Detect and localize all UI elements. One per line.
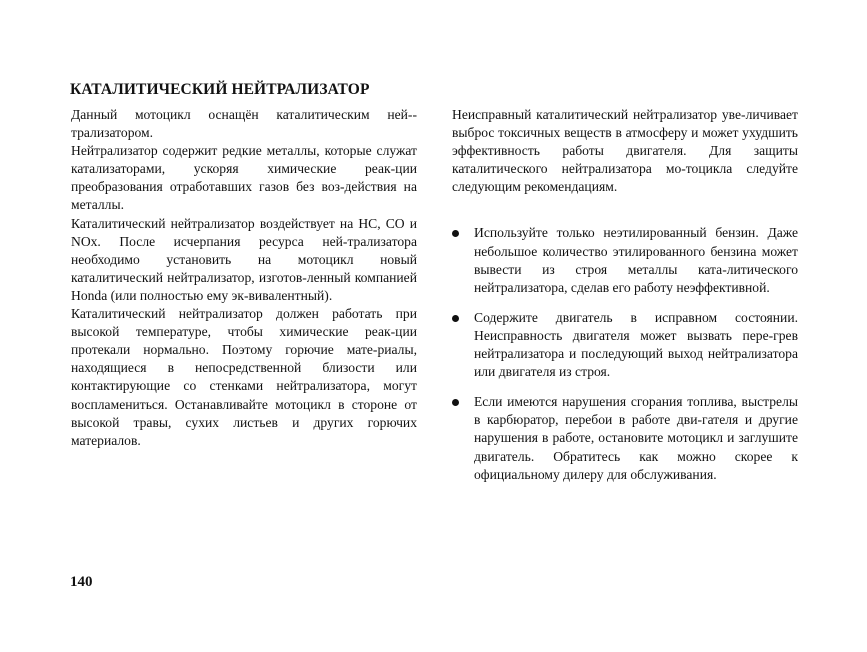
list-item (452, 309, 798, 381)
page-number: 140 (70, 574, 93, 590)
list-item (452, 224, 798, 296)
recommendations-list (452, 224, 798, 483)
paragraph-malfunction: Неисправный каталитический нейтрализатор уве-личивает выброс токсичных веществ в атмосферу и может ухудшить эффективность работы двигателя. Для защиты каталитического нейтрализатора мо-тоцикла следуйте следующим рекомендациям. (452, 107, 798, 195)
list-item (452, 393, 798, 483)
bullet-icon (452, 315, 459, 322)
bullet-icon (452, 230, 459, 237)
left-column (71, 106, 417, 450)
paragraph-intro: Данный мотоцикл оснащён каталитическим ней-трализатором. (71, 107, 417, 141)
right-column (452, 106, 798, 484)
paragraph-rare-metals: Нейтрализатор содержит редкие металлы, которые служат катализаторами, ускоряя химические реак-ции преобразования отработавших газов без воз-действия на металлы. (71, 143, 417, 213)
list-item-text: Используйте только неэтилированный бензин. Даже небольшое количество этилированного бензина может вывести из строя металлы ката-литического нейтрализатора, сделав его работу неэффективной. (474, 225, 798, 295)
list-item-text: Содержите двигатель в исправном состоянии. Неисправность двигателя может вызвать пере-грев нейтрализатора и последующий выход нейтрализатора или двигателя из строя. (474, 309, 798, 380)
section-heading: КАТАЛИТИЧЕСКИЙ НЕЙТРАЛИЗАТОР (70, 81, 370, 98)
bullet-icon (452, 399, 459, 406)
paragraph-high-temperature: Каталитический нейтрализатор должен работать при высокой температуре, чтобы химические реак-ции протекали нормально. Поэтому горючие мате-риалы, находящиеся в непосредственной близости или контактирующие со стенками нейтрализатора, могут воспламениться. Останавливайте мотоцикл в стороне от высокой травы, сухих листьев и других горючих материалов. (71, 306, 417, 448)
paragraph-hc-co-nox: Каталитический нейтрализатор воздействует на HC, CO и NOx. После исчерпания ресурса ней-трализатора необходимо установить на мотоцикл новый каталитический нейтрализатор, изготов-ленный компанией Honda (или полностью ему эк-вивалентный). (71, 215, 417, 303)
list-item-text: Если имеются нарушения сгорания топлива, выстрелы в карбюратор, перебои в работе дви-гателя и другие нарушения в работе, остановите мотоцикл и заглушите двигатель. Обратитесь как можно скорее к официальному дилеру для обслуживания. (474, 394, 798, 482)
